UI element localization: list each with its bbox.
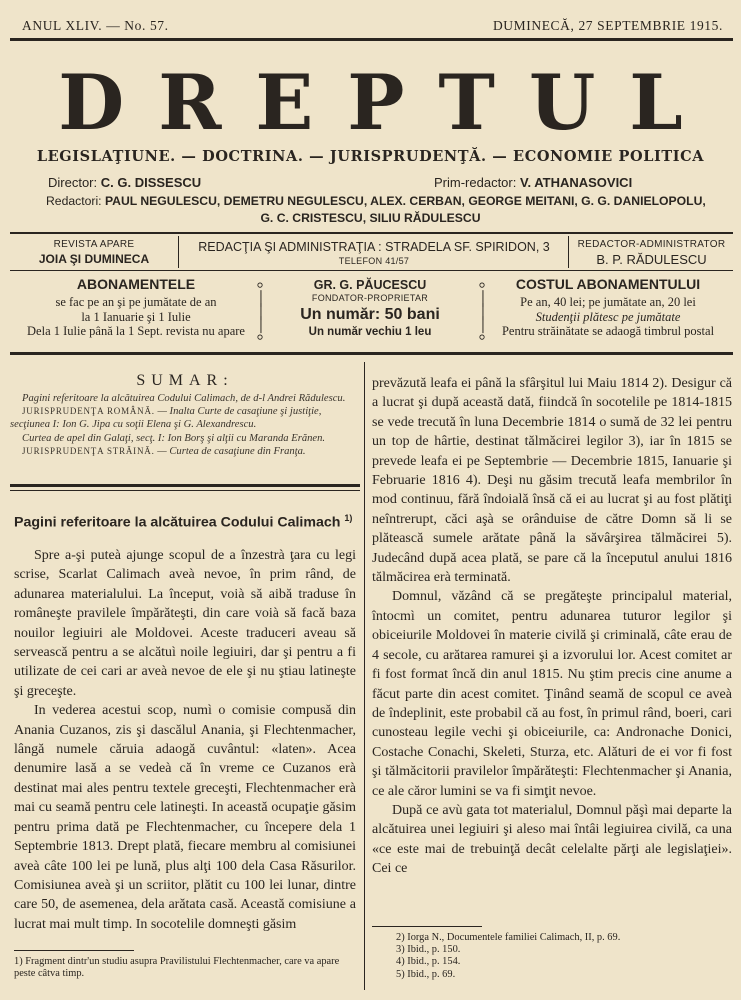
summary-item-1: Pagini referitoare la alcătuirea Codului Calimach, de d-l Andrei Rădulescu. [22,393,346,404]
editors-line [46,194,706,208]
founder-role: FONDATOR-PROPRIETAR [311,293,429,303]
director-label: Director: [48,175,98,190]
summary-title: SUMAR: [136,372,234,389]
subscription-cost-line-3: Pentru străinătate se adaogă timbrul postal [501,324,715,338]
subscriptions-line-1: se fac pe an şi pe jumătate de an [55,295,217,309]
subscription-cost-details [488,295,728,339]
editors-label: Redactori: [46,194,102,208]
infobar-divider-right [568,236,569,268]
issue-price: Un număr: 50 bani [300,306,440,323]
volume-number: ANUL XLIV. — No. 57. [22,18,169,33]
director-name: C. G. DISSESCU [100,175,202,190]
appears-days: JOIA ŞI DUMINECA [38,252,150,266]
right-paragraph-1: prevăzută leafa ei până la sfârşitul lui Maiu 1814 2). Desigur că a lucrat şi după această dată, fiindcă în socotelile pe 1814-1815 se vede trecută în luna Decembrie 1814 o sumă de 32 lei pentru un top de hârtie, destinat tălmăcirei legilor 3), iar în 1815 se prevede leafa ei pe Septembrie — Decembrie 1815, Ianuarie şi Februarie 1816 4). Deşi nu găsim trecută leafa membrilor în mod continuu, fără îndoială însă că ei au lucrat şi au fost plătiţi neîntrerupt, căci aşà se orânduise de către Domn să li se plătească sumele arătate până la săvârşirea tălmăcirei 5). Judecând după acea plată, se pare că la începutul anului 1816 tălmăcirea erà terminată. [372,376,732,586]
subscription-cost-title: COSTUL ABONAMENTULUI [515,276,701,292]
ornament-left: ⸰ │ │ │ ⸰ [256,279,266,346]
article-title-text: Pagini referitoare la alcătuirea Codului Calimach [14,514,341,531]
left-footnote-rule [14,950,134,951]
summary-rule-top [10,484,360,487]
footnote-4: 4) Ibid., p. 154. [396,956,461,968]
right-column-text [372,374,732,879]
footnote-5: 5) Ibid., p. 69. [396,968,456,980]
left-footnote: 1) Fragment dintr'un studiu asupra Pravilistului Flechtenmacher, care va apare peste câtva timp. [14,956,340,980]
subscription-cost-line-1: Pe an, 40 lei; pe jumătate an, 20 lei [520,295,696,309]
article-title [14,513,352,531]
subscriptions-title: ABONAMENTELE [76,276,196,292]
chief-editor-label: Prim-redactor: [434,175,517,190]
footnote-2: 2) Iorga N., Documentele familiei Calimach, II, p. 69. [396,932,621,943]
summary-item-4-text: — Curtea de casaţiune din Franţa. [157,445,306,457]
right-footnotes [396,932,726,981]
subscriptions-line-2: la 1 Ianuarie şi 1 Iulie [81,309,191,324]
chief-editor-name: V. ATHANASOVICI [519,175,633,190]
editors-names-2: G. C. CRISTESCU, SILIU RĂDULESCU [260,211,481,225]
infobar-divider-left [178,236,179,268]
editors-names-1: PAUL NEGULESCU, DEMETRU NEGULESCU, ALEX. CERBAN, GEORGE MEITANI, G. G. DANIELOPOLU, [104,194,706,208]
subscriptions-line-3: Dela 1 Iulie până la 1 Sept. revista nu apare [27,324,245,338]
masthead-subtitle: LEGISLAŢIUNE. — DOCTRINA. — JURISPRUDENŢĂ. — ECONOMIE POLITICA [36,148,705,165]
ornament-right: ⸰ │ │ │ ⸰ [478,279,488,346]
founder-name: GR. G. PĂUCESCU [313,278,427,292]
office-phone: TELEFON 41/57 [338,256,410,266]
appears-label: REVISTA APARE [53,239,135,250]
summary-item-3: Curtea de apel din Galaţi, secţ. I: Ion Borş şi alţii cu Maranda Erănen. [22,432,326,444]
header-rule [10,38,733,41]
infobar-top-rule [10,232,733,234]
office-address: REDACŢIA ŞI ADMINISTRAŢIA : STRADELA SF. SPIRIDON, 3 [198,240,550,254]
issue-date: DUMINECĂ, 27 SEPTEMBRIE 1915. [492,18,723,33]
old-issue-price: Un număr vechiu 1 leu [308,326,432,338]
summary-item-2-label: JURISPRUDENŢA ROMÂNĂ. [22,406,155,417]
masthead-title: DREPTUL [58,58,717,147]
footnote-3: 3) Ibid., p. 150. [396,944,461,956]
summary-item-2-text: — Inalta Curte de casaţiune şi justiţie, secţiunea I: Ion G. Jipa cu soţii Elena şi G. Alexandrescu. [10,406,322,431]
summary-list [10,392,358,458]
director-line [48,175,201,190]
column-divider [364,362,365,990]
chief-editor-line [434,175,632,190]
subscription-cost-line-2: Studenţii plătesc pe jumătate [535,309,681,324]
summary-item-4 [10,445,358,458]
right-paragraph-2: Domnul, văzând că se pregăteşte principalul material, întocmì un comitet, pentru adunarea tuturor legilor şi obiceiurile Moldovei în materie civilă şi criminală, câte erau de 4 secole, cu arătarea ramurei şi a izvorului lor. Acest comitet ar fi fost format încă din anul 1815. Nu ştim precis cine anume a făcut parte din acest comitet. Ţinând seamă de scopul ce aveà de îndeplinit, este probabil că au fost, în primul rând, boeri, cari cunosteau legile vechi şi obiceiurile, ca: Andronache Donici, Costache Conachi, Skeleti, Sturza, etc. Alături de ei vor fi fost şi tălmăcitorii pravilelor împărăteşti: Flechtenmacher şi Anania, ce ale căror lumini se va fi simţit nevoe. [372,589,732,799]
summary-item-4-label: JURISPRUDENŢA STRĂINĂ. [22,445,155,456]
left-paragraph-1: Spre a-şi puteà ajunge scopul de a înzestrà ţara cu legi scrise, Scarlat Calimach aveà nevoe, în prim rând, de adunarea materialului. La început, voià să aibă traduse în româneşte pravilele împărăteşti, din care voià să facă baza nouilor legiuiri ale Moldovei. Aceste traduceri aveau să servească pentru a se alcătuì noile legiuiri, dar şi pentru a fi utilizate de cei cari ar aveà nevoe de ele şi nu ştiau latineşte şi greceşte. [14,548,356,699]
subscriptions-details [22,295,250,339]
admin-name: B. P. RĂDULESCU [596,252,707,267]
right-paragraph-3: După ce avù gata tot materialul, Domnul păşì mai departe la alcătuirea unei legiuiri şi aleso mai întâi legiuirea civilă, ca una «ce este mai de trebuinţă decât celelalte părţi ale legislaţiei». Cei ce [372,802,732,877]
summary-rule-bottom [10,490,360,491]
left-paragraph-2: In vederea acestui scop, numì o comisie compusă din Anania Cuzanos, zis şi dascălul Anania, şi Flechtenmacher, lângă numele căruia adaogă cuvântul: «laten». Acea denumire lasă a se vedeà că în vreme ce Cuzanos erà destinat mai ales pentru textele greceşti, Flechtenmacher erà mai cu seamă pentru cele latineşti. In această ocupaţie găsim pentru prima dată pe Flechtenmacher, cu începere dela 1 Septembrie 1813. Drept plată, fiecare membru al comisiunei aveà câte 100 lei pe lună, plus alţi 100 dela Casa Răsurilor. Comisiunea aveà şi un scriitor, plătit cu 100 lei lunar, dintre care 50, de asemenea, dela arătata casă. Această comisiune a lucrat mai mult timp. In socotelile domneşti găsim [14,703,356,932]
article-title-note: 1) [344,513,353,523]
admin-label: REDACTOR-ADMINISTRATOR [577,239,726,250]
subscriptions-bottom-rule [10,352,733,355]
right-footnote-rule [372,926,482,927]
summary-item-2 [10,405,358,431]
left-column-text [14,546,356,934]
infobar-bottom-rule [10,270,733,271]
